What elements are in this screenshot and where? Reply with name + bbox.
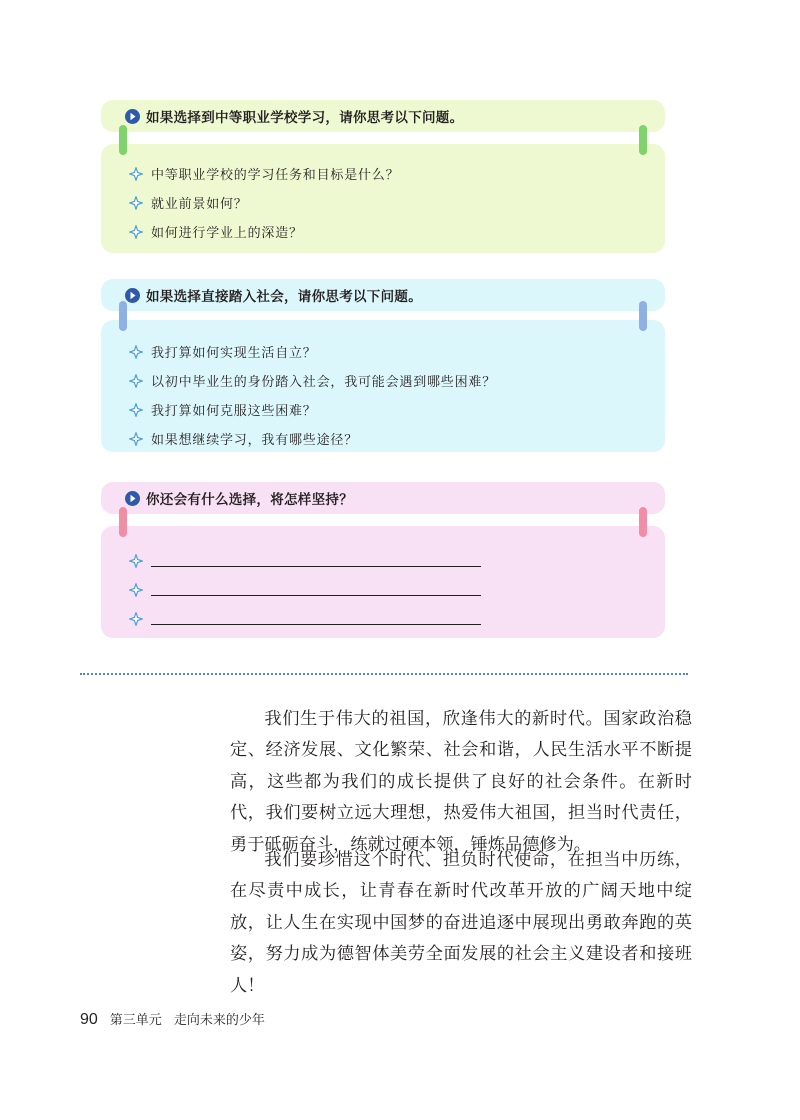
left-binder-tab xyxy=(119,125,127,155)
left-binder-tab xyxy=(119,301,127,331)
question-text: 如果想继续学习，我有哪些途径？ xyxy=(151,433,359,448)
list-item xyxy=(129,188,399,217)
arrow-circle-icon xyxy=(125,491,140,506)
answer-blank[interactable] xyxy=(151,612,481,625)
diamond-bullet-icon xyxy=(129,432,143,446)
question-text: 中等职业学校的学习任务和目标是什么？ xyxy=(151,168,400,183)
vocational-box-body xyxy=(101,144,665,253)
society-box-header xyxy=(101,279,665,311)
list-item xyxy=(129,217,399,246)
list-item xyxy=(129,159,399,188)
list-item xyxy=(129,366,496,395)
diamond-bullet-icon xyxy=(129,403,143,417)
answer-blank[interactable] xyxy=(151,554,481,567)
left-binder-tab xyxy=(119,507,127,537)
dotted-divider xyxy=(80,673,688,675)
diamond-bullet-icon xyxy=(129,612,143,626)
vocational-box-title: 如果选择到中等职业学校学习，请你思考以下问题。 xyxy=(146,110,464,126)
right-binder-tab xyxy=(639,125,647,155)
vocational-school-box xyxy=(101,100,665,253)
diamond-bullet-icon xyxy=(129,345,143,359)
answer-blank[interactable] xyxy=(151,583,481,596)
arrow-circle-icon xyxy=(125,109,140,124)
list-item xyxy=(129,395,496,424)
diamond-bullet-icon xyxy=(129,167,143,181)
page-footer xyxy=(80,1009,265,1029)
other-choice-box xyxy=(101,482,665,638)
blank-answer-line[interactable] xyxy=(129,575,481,604)
diamond-bullet-icon xyxy=(129,554,143,568)
diamond-bullet-icon xyxy=(129,196,143,210)
body-paragraph-1: 我们生于伟大的祖国，欣逢伟大的新时代。国家政治稳定、经济发展、文化繁荣、社会和谐，人民生活水平不断提高，这些都为我们的成长提供了良好的社会条件。在新时代，我们要树立远大理想，热爱伟大祖国，担当时代责任，勇于砥砺奋斗，练就过硬本领，锤炼品德修为。 xyxy=(230,709,692,855)
other-choice-box-title: 你还会有什么选择，将怎样坚持？ xyxy=(146,492,353,508)
question-text: 如何进行学业上的深造？ xyxy=(151,226,303,241)
society-box-title: 如果选择直接踏入社会，请你思考以下问题。 xyxy=(146,289,422,305)
chapter-title: 走向未来的少年 xyxy=(173,1013,265,1028)
other-choice-box-body xyxy=(101,526,665,638)
question-text: 以初中毕业生的身份踏入社会，我可能会遇到哪些困难？ xyxy=(151,375,497,390)
right-binder-tab xyxy=(639,301,647,331)
question-text: 我打算如何实现生活自立？ xyxy=(151,346,317,361)
other-choice-box-header xyxy=(101,482,665,514)
body-paragraph-2: 我们要珍惜这个时代、担负时代使命，在担当中历练，在尽责中成长，让青春在新时代改革开放的广阔天地中绽放，让人生在实现中国梦的奋进追逐中展现出勇敢奔跑的英姿，努力成为德智体美劳全面发展的社会主义建设者和接班人！ xyxy=(230,850,692,996)
diamond-bullet-icon xyxy=(129,374,143,388)
blank-answer-line[interactable] xyxy=(129,604,481,633)
list-item xyxy=(129,424,496,453)
diamond-bullet-icon xyxy=(129,583,143,597)
society-box-body xyxy=(101,320,665,452)
diamond-bullet-icon xyxy=(129,225,143,239)
question-text: 我打算如何克服这些困难？ xyxy=(151,404,317,419)
list-item xyxy=(129,337,496,366)
page-number: 90 xyxy=(80,1011,98,1028)
question-text: 就业前景如何？ xyxy=(151,197,248,212)
arrow-circle-icon xyxy=(125,288,140,303)
unit-label: 第三单元 xyxy=(109,1013,162,1028)
blank-answer-line[interactable] xyxy=(129,546,481,575)
vocational-box-header xyxy=(101,100,665,132)
society-box xyxy=(101,279,665,452)
right-binder-tab xyxy=(639,507,647,537)
